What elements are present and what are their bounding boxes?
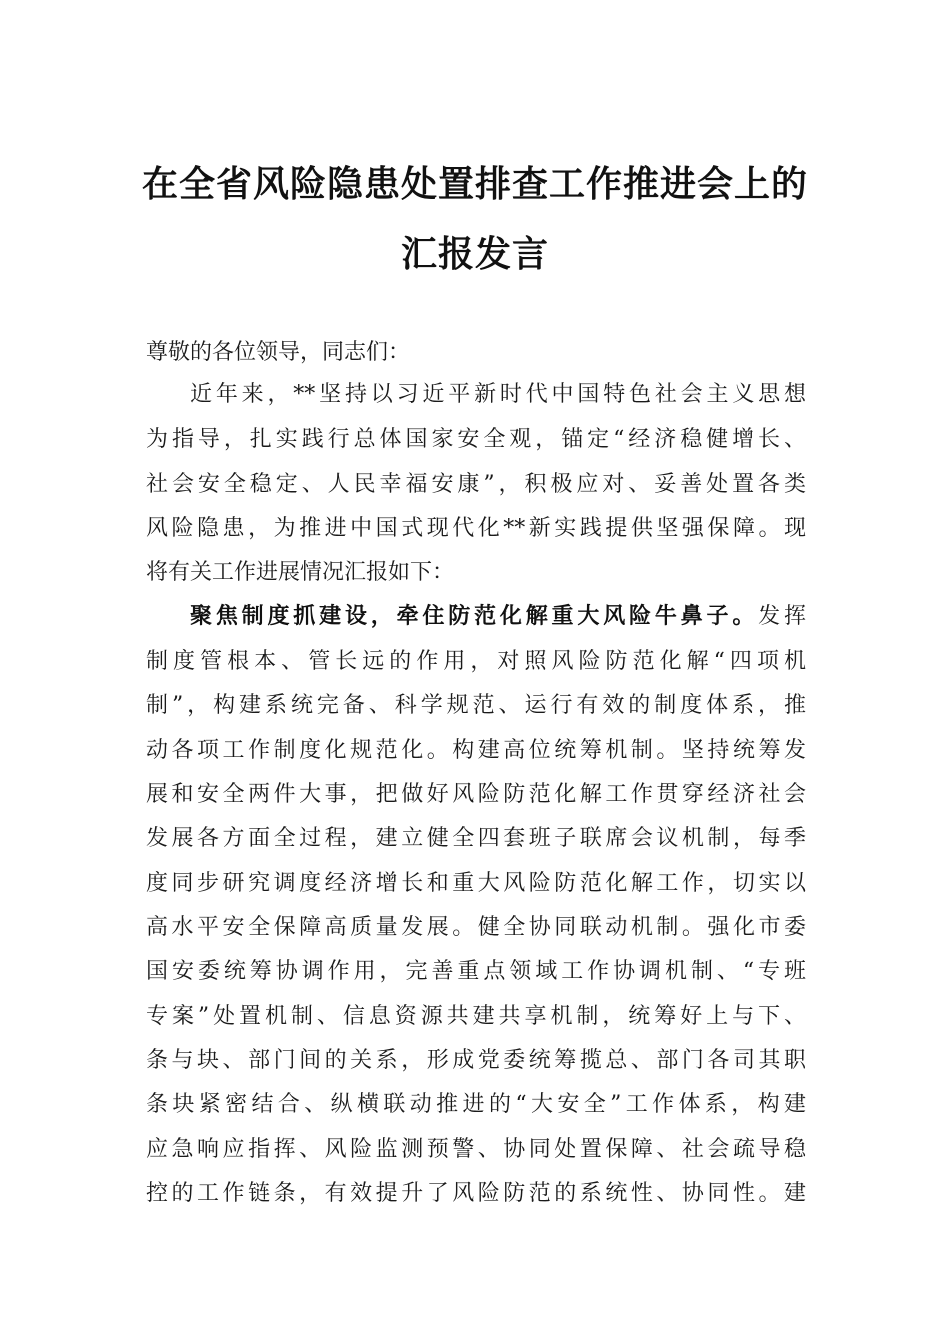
body-line: 应急响应指挥、风险监测预警、协同处置保障、社会疏导稳 bbox=[146, 1137, 806, 1162]
section-1-heading: 聚焦制度抓建设，牵住防范化解重大风险牛鼻子。 bbox=[190, 604, 759, 629]
body-line: 度同步研究调度经济增长和重大风险防范化解工作，切实以 bbox=[146, 871, 806, 896]
salutation: 尊敬的各位领导，同志们： bbox=[146, 340, 411, 365]
body-line: 制度管根本、管长远的作用，对照风险防范化解“四项机 bbox=[146, 649, 806, 674]
body-line: 高水平安全保障高质量发展。健全协同联动机制。强化市委 bbox=[146, 915, 806, 940]
body-line: 条与块、部门间的关系，形成党委统筹揽总、部门各司其职 bbox=[146, 1048, 806, 1073]
body-line: 动各项工作制度化规范化。构建高位统筹机制。坚持统筹发 bbox=[146, 738, 806, 763]
body-line: 控的工作链条，有效提升了风险防范的系统性、协同性。建 bbox=[146, 1181, 806, 1206]
intro-line: 社会安全稳定、人民幸福安康”，积极应对、妥善处置各类 bbox=[146, 472, 806, 497]
intro-line: 将有关工作进展情况汇报如下： bbox=[146, 560, 455, 585]
intro-line: 近年来，**坚持以习近平新时代中国特色社会主义思想 bbox=[190, 382, 806, 407]
intro-line: 风险隐患，为推进中国式现代化**新实践提供坚强保障。现 bbox=[146, 516, 806, 541]
document-title-line-1: 在全省风险隐患处置排查工作推进会上的 bbox=[141, 163, 808, 205]
section-1-first-line bbox=[190, 599, 806, 635]
body-line: 专案”处置机制、信息资源共建共享机制，统筹好上与下、 bbox=[146, 1004, 806, 1029]
body-line: 国安委统筹协调作用，完善重点领域工作协调机制、“专班 bbox=[146, 959, 806, 984]
body-line: 展和安全两件大事，把做好风险防范化解工作贯穿经济社会 bbox=[146, 782, 806, 807]
body-line: 制”，构建系统完备、科学规范、运行有效的制度体系，推 bbox=[146, 693, 806, 718]
section-1-heading-continuation: 发挥 bbox=[758, 604, 806, 629]
document-title-line-2: 汇报发言 bbox=[400, 233, 549, 275]
body-line: 条块紧密结合、纵横联动推进的“大安全”工作体系，构建 bbox=[146, 1092, 806, 1117]
intro-line: 为指导，扎实践行总体国家安全观，锚定“经济稳健增长、 bbox=[146, 427, 806, 452]
body-line: 发展各方面全过程，建立健全四套班子联席会议机制，每季 bbox=[146, 826, 806, 851]
